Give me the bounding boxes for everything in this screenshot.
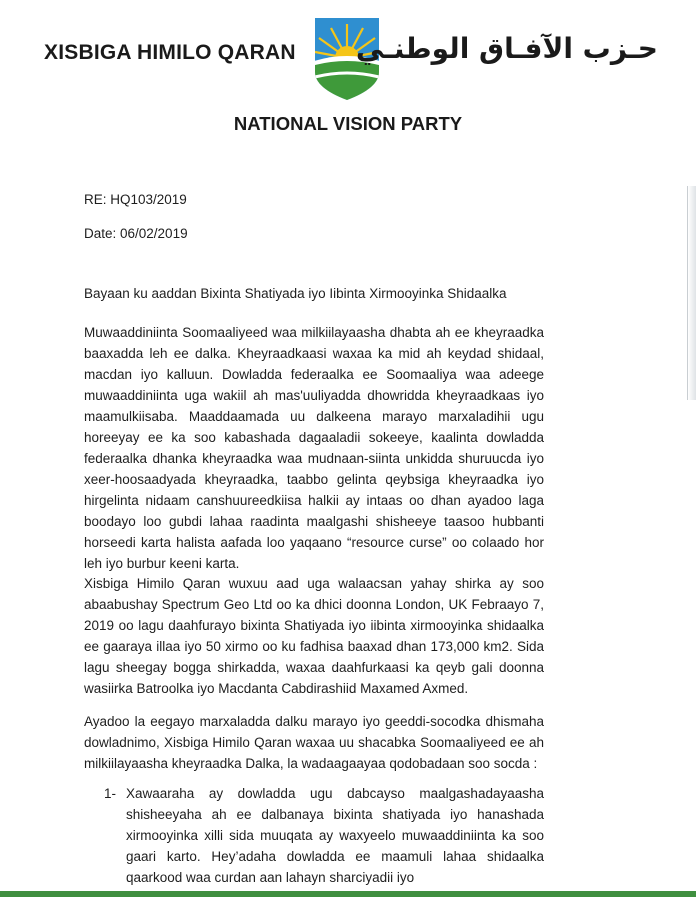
letterhead bbox=[0, 0, 696, 140]
letter-subject: Bayaan ku aaddan Bixinta Shatiyada iyo Iibinta Xirmooyinka Shidaalka bbox=[84, 286, 507, 301]
party-name-arabic: حـزب الآفـاق الوطنـي bbox=[355, 32, 658, 65]
letter-date: Date: 06/02/2019 bbox=[84, 226, 188, 241]
list-item bbox=[104, 783, 544, 888]
paragraph: Xisbiga Himilo Qaran wuxuu aad uga walaacsan yahay shirka ay soo abaabushay Spectrum Geo Ltd oo ka dhici doonna London, UK Febraayo 7, 2019 oo lagu daahfurayo bixinta Shatiyada iyo iibinta xirmooyinka shidaalka ee gaaraya illaa iyo 50 xirmo oo ku fadhisa baaxad dhan 173,000 km2. Sida lagu sheegay bogga shirkadda, waxaa daahfurkaasi ka qeyb gali doonna wasiirka Batroolka iyo Macdanta Cabdirashiid Maxamed Axmed. bbox=[84, 576, 544, 696]
paragraph: Muwaaddiniinta Soomaaliyeed waa milkiilayaasha dhabta ah ee kheyraadka baaxadda leh ee dalka. Kheyraadkaasi waxaa ka mid ah keydad shidaal, macdan iyo kalluun. Dowladda federaalka ee Soomaaliya waa adeege muwaaddiniinta uga wakiil ah mas'uuliyadda dhowridda kheyraadkaas iyo maamulkiisaba. Maaddaamada uu dalkeena marayo marxaladihii ugu horeeyay ee ka soo kabashada dagaaladii sokeeye, kaalinta dowladda federaalka dhanka kheyraadka waa mudnaan-siinta unkidda shuruucda iyo xeer-hoosaadyada kheyraadka, taabbo gelinta qeybsiga kheyraadka iyo hirgelinta nidaam canshuureedkiisa halkii ay intaas oo dhan ayadoo laga boodayo loo gubdi lahaa raadinta maalgashi shisheeye taasoo hubbanti horseedi karta halista aafada loo yaqaano “resource curse” oo colaado hor leh iyo burbur keeni karta. bbox=[84, 325, 544, 571]
party-name-somali: XISBIGA HIMILO QARAN bbox=[44, 41, 296, 64]
paragraph: Ayadoo la eegayo marxaladda dalku marayo iyo geeddi-socodka dhismaha dowladnimo, Xisbiga Himilo Qaran waxaa uu shacabka Soomaaliyeed ee ah milkiilayaasha kheyraadka Dalka, la wadaagaayaa qodobadaan soo socda : bbox=[84, 714, 544, 771]
page-edge-shadow bbox=[687, 186, 696, 400]
reference-number: RE: HQ103/2019 bbox=[84, 192, 187, 207]
party-name-english: NATIONAL VISION PARTY bbox=[233, 113, 463, 134]
bottom-accent-bar bbox=[0, 891, 696, 897]
list-item-text: Xawaaraha ay dowladda ugu dabcayso maalgashadayaasha shisheeyaha ah ee dalbanaya bixinta shatiyada iyo hanashada xirmooyinka xilli sida muuqata ay waxyeelo muwaaddiniinta ka soo gaari karto. Hey’adaha dowladda ee maamuli lahaa shidaalka qaarkood waa curdan aan lahayn sharciyadii iyo bbox=[126, 786, 544, 885]
list-item-number: 1- bbox=[104, 786, 117, 801]
